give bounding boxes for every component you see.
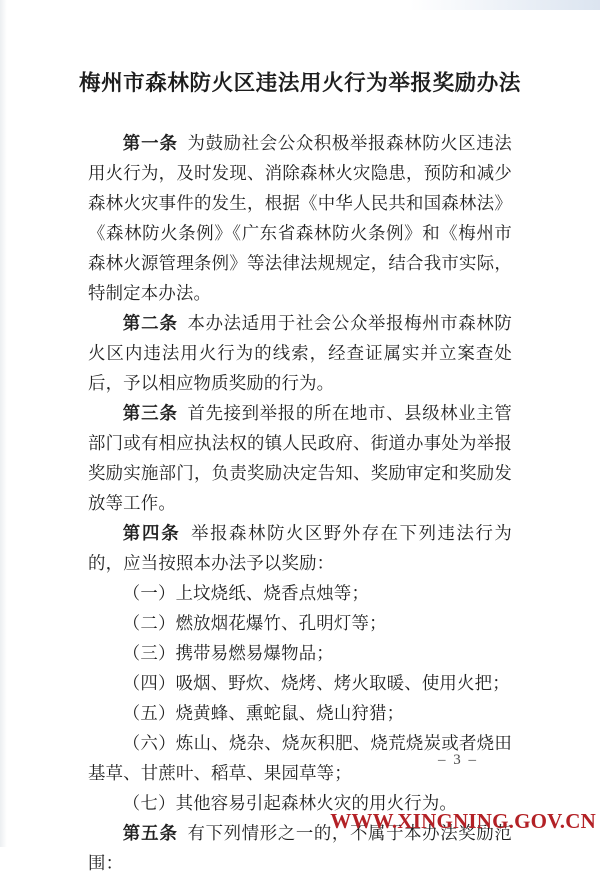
page-number (0, 752, 600, 769)
article-text-2: 本办法适用于社会公众举报梅州市森林防火区内违法用火行为的线索，经查证属实并立案查处后，予以相应物质奖励的行为。 (88, 313, 512, 393)
article-text-5: 有下列情形之一的，不属于本办法奖励范围： (88, 823, 512, 873)
site-watermark: WWW.XINGNING.GOV.CN (330, 809, 596, 833)
list-item: （五）烧黄蜂、熏蛇鼠、烧山狩猎； (122, 703, 405, 723)
list-item: （三）携带易燃易爆物品； (122, 643, 334, 663)
article-paragraph-1 (88, 128, 512, 308)
list-item: （一）上坟烧纸、烧香点烛等； (122, 583, 370, 603)
article-label-2: 第二条 (122, 313, 178, 333)
article-text-3: 首先接到举报的所在地市、县级林业主管部门或有相应执法权的镇人民政府、街道办事处为举报奖励实施部门，负责奖励决定告知、奖励审定和奖励发放等工作。 (88, 403, 512, 513)
page-title: 梅州市森林防火区违法用火行为举报奖励办法 (78, 71, 521, 96)
article-paragraph-3 (88, 398, 512, 518)
article-label-4: 第四条 (122, 523, 181, 543)
list-item: （七）其他容易引起森林火灾的用火行为。 (122, 793, 458, 813)
list-item: （六）炼山、烧杂、烧灰积肥、烧荒烧炭或者烧田基草、甘蔗叶、稻草、果园草等； (88, 733, 512, 783)
article-paragraph-4 (88, 518, 512, 578)
article-label-3: 第三条 (122, 403, 178, 423)
article-label-5: 第五条 (122, 823, 178, 843)
article-paragraph-2 (88, 308, 512, 398)
article-label-1: 第一条 (122, 133, 178, 153)
page-number-value: – 3 – (438, 752, 478, 768)
list-item: （二）燃放烟花爆竹、孔明灯等； (122, 613, 387, 633)
article-text-4: 举报森林防火区野外存在下列违法行为的，应当按照本办法予以奖励： (88, 523, 512, 573)
list-item: （四）吸烟、野炊、烧烤、烤火取暖、使用火把； (122, 673, 510, 693)
article-text-1: 为鼓励社会公众积极举报森林防火区违法用火行为，及时发现、消除森林火灾隐患，预防和减少森林火灾事件的发生，根据《中华人民共和国森林法》《森林防火条例》《广东省森林防火条例》和《梅州市森林火源管理条例》等法律法规规定，结合我市实际，特制定本办法。 (88, 133, 512, 303)
